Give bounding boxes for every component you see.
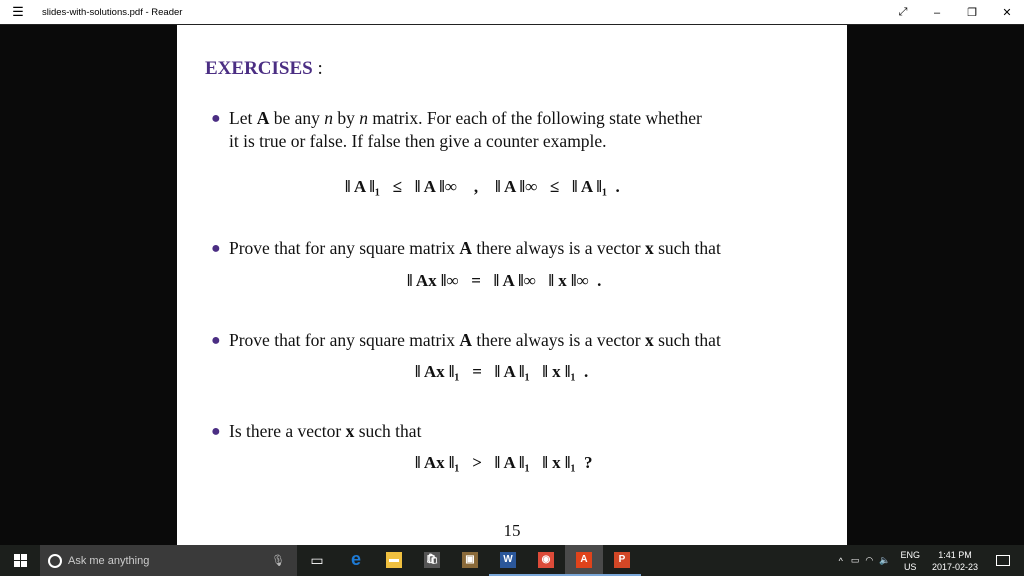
text-segment: Prove that for any square matrix (229, 238, 460, 258)
bullet-line (229, 130, 839, 153)
exercise-bullet (211, 237, 839, 260)
taskbar-app-acrobat-reader[interactable] (565, 545, 603, 576)
bullet-dot: ● (211, 110, 221, 127)
text-segment: Is there a vector (229, 421, 346, 441)
title-bar (0, 0, 1024, 25)
math-formula: ‖ Ax ‖₁ > ‖ A ‖₁ ‖ x ‖₁ ? (415, 453, 593, 472)
text-segment: be any (269, 108, 325, 128)
powerpoint-icon: P (614, 552, 630, 568)
acrobat-reader-icon: A (576, 552, 592, 568)
bullet-line (229, 107, 839, 130)
bullet-dot: ● (211, 423, 221, 440)
cortana-search-box[interactable] (40, 545, 297, 576)
cortana-icon (48, 554, 62, 568)
region: US (903, 561, 917, 572)
action-center-icon[interactable] (996, 555, 1010, 566)
taskbar-app-powerpoint[interactable] (603, 545, 641, 576)
pdf-page (177, 25, 847, 545)
bullet-line (229, 329, 839, 352)
taskbar-app-word[interactable] (489, 545, 527, 576)
fullscreen-icon[interactable]: ⤢ (898, 6, 908, 18)
wifi-icon[interactable]: ◠ (865, 555, 874, 565)
minimize-button[interactable]: – (933, 6, 941, 19)
game-icon: ▣ (462, 552, 478, 568)
text-segment: by (333, 108, 360, 128)
window-title: slides-with-solutions.pdf - Reader (42, 6, 183, 18)
text-segment: n (359, 108, 369, 128)
word-icon: W (500, 552, 516, 568)
date: 2017-02-23 (931, 561, 978, 572)
close-button[interactable]: ✕ (1002, 7, 1012, 19)
text-segment: such that (354, 421, 422, 441)
lang: ENG (900, 549, 920, 560)
slide-heading (205, 58, 323, 80)
taskbar (0, 545, 1024, 576)
bullet-dot: ● (211, 240, 221, 257)
exercise-bullet (211, 329, 839, 352)
math-formula: ‖ A ‖₁ ≤ ‖ A ‖∞ , ‖ A ‖∞ ≤ ‖ A ‖₁ . (345, 177, 620, 196)
pdf-viewer[interactable] (0, 25, 1024, 545)
text-segment: A (256, 108, 270, 128)
taskbar-app-chrome[interactable] (527, 545, 565, 576)
bullet-line (229, 237, 839, 260)
text-segment: A (459, 330, 472, 350)
text-segment: there always is a vector (472, 330, 645, 350)
taskbar-app-store[interactable] (413, 545, 451, 576)
text-segment: x (345, 421, 355, 441)
bullet-dot: ● (211, 332, 221, 349)
search-placeholder: Ask me anything (68, 554, 150, 567)
time: 1:41 PM (938, 549, 972, 560)
hamburger-menu-icon[interactable]: ☰ (12, 4, 24, 19)
heading-text: EXERCISES (205, 58, 313, 79)
clock[interactable] (932, 549, 978, 573)
exercise-bullet (211, 420, 839, 443)
microphone-icon[interactable]: 🎙 (271, 555, 285, 567)
store-icon: 🛍 (424, 552, 440, 568)
bullet-line (229, 420, 839, 443)
taskbar-app-game[interactable] (451, 545, 489, 576)
chevron-up-icon[interactable]: ^ (838, 555, 843, 566)
volume-icon[interactable]: 🔈 (879, 555, 891, 565)
windows-icon (14, 554, 27, 567)
exercise-bullet (211, 107, 839, 153)
text-segment: matrix. For each of the following state whether (368, 108, 702, 128)
text-segment: x (644, 330, 654, 350)
chrome-icon: ◉ (538, 552, 554, 568)
text-segment: x (644, 238, 654, 258)
text-segment: such that (653, 238, 721, 258)
page-number: 15 (503, 521, 521, 540)
text-segment: it is true or false. If false then give a counter example. (229, 131, 607, 151)
text-segment: such that (653, 330, 721, 350)
edge-icon: e (350, 549, 361, 569)
math-formula: ‖ Ax ‖∞ = ‖ A ‖∞ ‖ x ‖∞ . (407, 271, 602, 290)
heading-colon: : (312, 58, 323, 79)
battery-icon[interactable]: ▭ (850, 555, 860, 565)
taskbar-app-edge[interactable] (337, 545, 375, 576)
restore-button[interactable]: ❐ (967, 7, 977, 19)
math-formula: ‖ Ax ‖₁ = ‖ A ‖₁ ‖ x ‖₁ . (415, 362, 589, 381)
text-segment: n (324, 108, 334, 128)
file-explorer-icon: ▬ (386, 552, 402, 568)
language-indicator[interactable] (900, 549, 920, 573)
start-button[interactable] (0, 545, 40, 576)
text-segment: Let (229, 108, 257, 128)
text-segment: Prove that for any square matrix (229, 330, 460, 350)
text-segment: there always is a vector (472, 238, 645, 258)
text-segment: A (459, 238, 472, 258)
system-tray (839, 545, 1024, 576)
task-view-button[interactable]: ▭ (310, 552, 324, 568)
taskbar-app-file-explorer[interactable] (375, 545, 413, 576)
